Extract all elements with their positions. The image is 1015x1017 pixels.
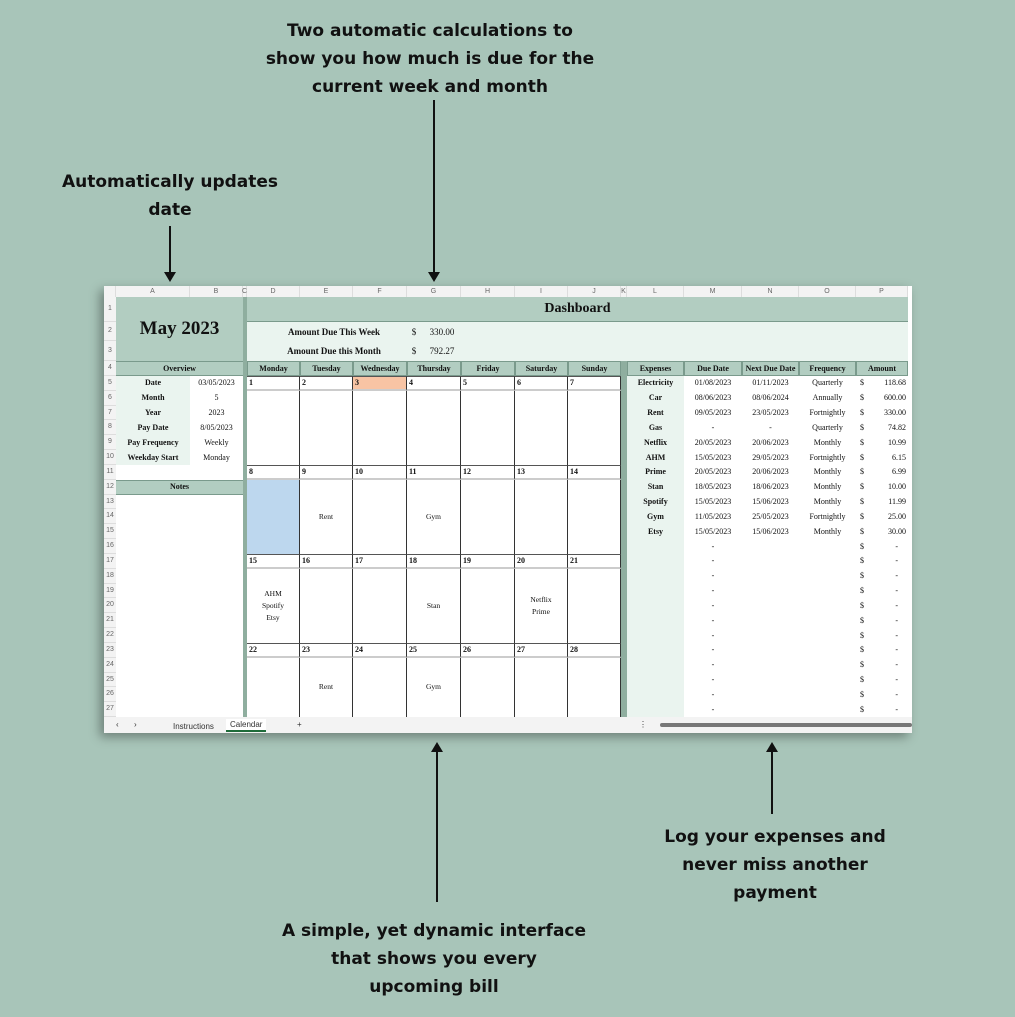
expense-currency: $ xyxy=(860,704,864,714)
expense-amount-empty[interactable]: - xyxy=(895,645,898,655)
overview-value[interactable]: 03/05/2023 xyxy=(198,378,235,388)
expense-amount[interactable]: 25.00 xyxy=(888,511,906,521)
overview-label[interactable]: Year xyxy=(116,406,190,421)
column-header-f[interactable]: F xyxy=(353,286,407,297)
calendar-day-cell[interactable] xyxy=(568,391,621,465)
calendar-day-cell[interactable] xyxy=(353,391,407,465)
next-sheet-button[interactable]: › xyxy=(134,720,137,729)
due-month-value: 792.27 xyxy=(429,346,455,356)
calendar-day-cell[interactable] xyxy=(247,658,300,717)
expense-amount-empty[interactable]: - xyxy=(895,630,898,640)
expense-currency: $ xyxy=(860,660,864,670)
expense-due-date[interactable]: 09/05/2023 xyxy=(694,408,732,418)
annotation-date: Automatically updates date xyxy=(61,172,279,220)
expense-frequency[interactable]: Quarterly xyxy=(812,422,843,432)
row-header[interactable]: 20 xyxy=(104,598,116,613)
expense-name[interactable]: AHM xyxy=(645,452,666,462)
column-header-g[interactable]: G xyxy=(407,286,461,297)
row-header[interactable]: 7 xyxy=(104,406,116,421)
expense-next-due-date[interactable]: 29/05/2023 xyxy=(752,452,789,462)
row-header[interactable]: 16 xyxy=(104,539,116,554)
expense-currency: $ xyxy=(860,526,864,536)
expense-next-due-date[interactable]: 08/06/2024 xyxy=(752,393,789,403)
overview-header: Overview xyxy=(116,361,243,376)
column-header-h[interactable]: H xyxy=(461,286,515,297)
calendar-day-cell[interactable]: Rent xyxy=(300,658,353,717)
expense-header: Next Due Date xyxy=(742,361,799,376)
row-header[interactable]: 1 xyxy=(104,297,116,322)
expense-currency: $ xyxy=(860,467,864,477)
expense-amount[interactable]: 600.00 xyxy=(884,393,906,403)
column-header-c[interactable]: C xyxy=(243,286,247,297)
expense-frequency[interactable]: Monthly xyxy=(813,497,842,507)
expense-amount-empty[interactable]: - xyxy=(895,689,898,699)
column-header-p[interactable]: P xyxy=(856,286,908,297)
expense-due-date-empty[interactable]: - xyxy=(711,689,715,699)
expense-frequency[interactable]: Monthly xyxy=(813,482,842,492)
day-header-wednesday: Wednesday xyxy=(353,361,407,376)
overview-label[interactable]: Weekday Start xyxy=(116,450,190,465)
day-header-thursday: Thursday xyxy=(407,361,461,376)
row-header[interactable]: 15 xyxy=(104,524,116,539)
calendar-day-cell[interactable] xyxy=(247,391,300,465)
expense-frequency[interactable]: Monthly xyxy=(813,526,842,536)
expense-currency: $ xyxy=(860,452,864,462)
calendar-date[interactable]: 9 xyxy=(300,465,353,480)
expense-due-date-empty[interactable]: - xyxy=(711,630,715,640)
row-header[interactable]: 18 xyxy=(104,569,116,584)
calendar-day-cell[interactable] xyxy=(353,480,407,554)
calendar-date[interactable]: 19 xyxy=(461,554,515,569)
annotation-interface: A simple, yet dynamic interface that shows you every upcoming bill xyxy=(281,921,587,997)
notes-area[interactable] xyxy=(116,495,243,717)
expense-due-date[interactable]: 15/05/2023 xyxy=(694,452,732,462)
expense-currency: $ xyxy=(860,556,864,566)
sheet-tab-bar xyxy=(104,717,912,733)
expense-due-date-empty[interactable]: - xyxy=(711,556,715,566)
calendar-date[interactable]: 10 xyxy=(353,465,407,480)
column-header-a[interactable]: A xyxy=(116,286,190,297)
select-all-corner[interactable] xyxy=(104,286,116,297)
calendar-day-cell[interactable] xyxy=(247,480,300,554)
calendar-date[interactable]: 4 xyxy=(407,376,461,391)
row-header[interactable]: 4 xyxy=(104,361,116,376)
expense-due-date-empty[interactable]: - xyxy=(711,600,715,610)
arrow-down-icon xyxy=(433,100,435,280)
expense-amount-empty[interactable]: - xyxy=(895,600,898,610)
calendar-day-cell[interactable] xyxy=(515,391,568,465)
calendar-day-cell[interactable] xyxy=(461,480,515,554)
expense-amount-empty[interactable]: - xyxy=(895,586,898,596)
expense-amount[interactable]: 11.99 xyxy=(888,497,906,507)
arrow-up-icon xyxy=(771,744,773,814)
expense-due-date[interactable]: 20/05/2023 xyxy=(694,467,732,477)
calendar-date[interactable]: 25 xyxy=(407,643,461,658)
expense-currency: $ xyxy=(860,645,864,655)
column-header-m[interactable]: M xyxy=(684,286,742,297)
expense-amount-empty[interactable]: - xyxy=(895,615,898,625)
expense-due-date[interactable]: 11/05/2023 xyxy=(694,511,732,521)
calendar-date[interactable]: 3 xyxy=(353,376,407,391)
calendar-day-cell[interactable]: Netflix Prime xyxy=(515,569,568,643)
expense-currency: $ xyxy=(860,378,864,388)
tab-calendar[interactable]: Calendar xyxy=(226,719,266,732)
overview-label[interactable]: Month xyxy=(116,391,190,406)
overview-value[interactable]: 5 xyxy=(214,393,219,403)
row-header[interactable]: 5 xyxy=(104,376,116,391)
expense-header: Frequency xyxy=(799,361,856,376)
row-header[interactable]: 3 xyxy=(104,341,116,361)
expense-due-date-empty[interactable]: - xyxy=(711,541,715,551)
calendar-day-cell[interactable] xyxy=(300,391,353,465)
expense-amount[interactable]: 6.15 xyxy=(892,452,906,462)
row-header[interactable]: 17 xyxy=(104,554,116,569)
expense-next-due-date[interactable]: 20/06/2023 xyxy=(752,437,789,447)
expense-due-date[interactable]: 01/08/2023 xyxy=(694,378,732,388)
expense-due-date-empty[interactable]: - xyxy=(711,660,715,670)
expense-currency: $ xyxy=(860,497,864,507)
due-month-currency: $ xyxy=(411,346,417,356)
expense-amount[interactable]: 74.82 xyxy=(888,422,906,432)
expense-next-due-date[interactable]: 23/05/2023 xyxy=(752,408,789,418)
calendar-date[interactable]: 21 xyxy=(568,554,621,569)
expense-next-due-date[interactable]: - xyxy=(769,422,772,432)
calendar-date[interactable]: 22 xyxy=(247,643,300,658)
expense-currency: $ xyxy=(860,422,864,432)
column-header-b[interactable]: B xyxy=(190,286,243,297)
calendar-day-cell[interactable]: Stan xyxy=(407,569,461,643)
due-week-currency: $ xyxy=(411,326,417,337)
expense-frequency[interactable]: Fortnightly xyxy=(809,408,846,418)
overview-label[interactable]: Pay Frequency xyxy=(116,435,190,450)
expense-amount[interactable]: 118.68 xyxy=(884,378,906,388)
calendar-day-cell[interactable] xyxy=(515,658,568,717)
day-header-tuesday: Tuesday xyxy=(300,361,353,376)
expense-frequency[interactable]: Fortnightly xyxy=(809,511,846,521)
column-header-j[interactable]: J xyxy=(568,286,621,297)
expense-amount[interactable]: 10.00 xyxy=(888,482,906,492)
annotation-expenses: Log your expenses and never miss another payment xyxy=(664,827,886,903)
calendar-date[interactable]: 14 xyxy=(568,465,621,480)
overview-label[interactable]: Date xyxy=(116,376,190,391)
expense-name[interactable]: Etsy xyxy=(647,526,664,536)
calendar-date[interactable]: 16 xyxy=(300,554,353,569)
calendar-date[interactable]: 24 xyxy=(353,643,407,658)
due-month-label: Amount Due this Month xyxy=(287,346,381,356)
row-header[interactable]: 25 xyxy=(104,673,116,688)
expense-currency: $ xyxy=(860,630,864,640)
expense-due-date-empty[interactable]: - xyxy=(711,675,715,684)
arrow-up-icon xyxy=(436,744,438,902)
expense-currency: $ xyxy=(860,541,864,551)
row-header[interactable]: 27 xyxy=(104,702,116,717)
expense-header: Expenses xyxy=(627,361,684,376)
column-header-i[interactable]: I xyxy=(515,286,568,297)
due-week-value: 330.00 xyxy=(429,326,455,337)
expense-currency: $ xyxy=(860,615,864,625)
expense-due-date[interactable]: - xyxy=(711,422,715,432)
expense-next-due-date[interactable]: 15/06/2023 xyxy=(752,497,789,507)
calendar-day-cell[interactable] xyxy=(515,480,568,554)
tab-instructions[interactable]: Instructions xyxy=(173,722,214,731)
expense-amount-empty[interactable]: - xyxy=(895,675,898,684)
expense-amount[interactable]: 30.00 xyxy=(888,526,906,536)
calendar-day-cell[interactable] xyxy=(461,391,515,465)
expense-due-date[interactable]: 15/05/2023 xyxy=(694,526,732,536)
column-header-d[interactable]: D xyxy=(247,286,300,297)
calendar-date[interactable]: 13 xyxy=(515,465,568,480)
expense-currency: $ xyxy=(860,408,864,418)
row-header[interactable]: 10 xyxy=(104,450,116,465)
expense-amount-empty[interactable]: - xyxy=(895,541,898,551)
expense-currency: $ xyxy=(860,586,864,596)
expense-currency: $ xyxy=(860,393,864,403)
row-header[interactable]: 13 xyxy=(104,495,116,510)
row-header[interactable]: 26 xyxy=(104,687,116,702)
expense-due-date[interactable]: 20/05/2023 xyxy=(694,437,732,447)
row-header[interactable]: 6 xyxy=(104,391,116,406)
expense-frequency[interactable]: Monthly xyxy=(813,437,842,447)
annotation-calculations: Two automatic calculations to show you how much is due for the current week and month xyxy=(265,21,595,97)
expense-amount-empty[interactable]: - xyxy=(895,660,898,670)
expense-currency: $ xyxy=(860,571,864,581)
calendar-day-cell[interactable] xyxy=(568,480,621,554)
expense-amount[interactable]: 6.99 xyxy=(892,467,906,477)
calendar-day-cell[interactable] xyxy=(300,569,353,643)
calendar-date[interactable]: 12 xyxy=(461,465,515,480)
expense-amount[interactable]: 10.99 xyxy=(888,437,906,447)
expense-name[interactable]: Car xyxy=(648,393,663,403)
expense-name[interactable]: Stan xyxy=(647,482,664,492)
day-header-sunday: Sunday xyxy=(568,361,621,376)
expense-next-due-date[interactable]: 18/06/2023 xyxy=(752,482,789,492)
expense-amount-empty[interactable]: - xyxy=(895,704,898,714)
column-header-l[interactable]: L xyxy=(627,286,684,297)
column-header-o[interactable]: O xyxy=(799,286,856,297)
calendar-date[interactable]: 8 xyxy=(247,465,300,480)
calendar-date[interactable]: 23 xyxy=(300,643,353,658)
row-header[interactable]: 21 xyxy=(104,613,116,628)
expense-currency: $ xyxy=(860,600,864,610)
column-header-n[interactable]: N xyxy=(742,286,799,297)
expense-due-date-empty[interactable]: - xyxy=(711,571,715,581)
arrow-down-icon xyxy=(169,226,171,280)
more-options-icon[interactable]: ⋮ xyxy=(639,720,647,729)
calendar-day-cell[interactable]: AHM Spotify Etsy xyxy=(247,569,300,643)
expense-due-date[interactable]: 15/05/2023 xyxy=(694,497,732,507)
expense-next-due-date[interactable]: 25/05/2023 xyxy=(752,511,789,521)
row-header[interactable]: 14 xyxy=(104,509,116,524)
calendar-date[interactable]: 15 xyxy=(247,554,300,569)
expense-amount[interactable]: 330.00 xyxy=(884,408,906,418)
calendar-day-cell[interactable] xyxy=(407,391,461,465)
due-week-label: Amount Due This Week xyxy=(288,326,380,337)
expense-header: Amount xyxy=(856,361,908,376)
row-header[interactable]: 9 xyxy=(104,435,116,450)
row-header[interactable]: 11 xyxy=(104,465,116,480)
row-header[interactable]: 23 xyxy=(104,643,116,658)
expense-name[interactable]: Rent xyxy=(647,408,664,418)
expense-name[interactable]: Spotify xyxy=(643,497,668,507)
expense-frequency[interactable]: Quarterly xyxy=(812,378,843,388)
expense-name[interactable]: Netflix xyxy=(643,437,668,447)
overview-value[interactable]: 2023 xyxy=(208,408,225,418)
day-header-monday: Monday xyxy=(247,361,300,376)
expense-currency: $ xyxy=(860,511,864,521)
expense-due-date-empty[interactable]: - xyxy=(711,615,715,625)
overview-value[interactable]: Weekly xyxy=(204,437,229,447)
horizontal-scrollbar[interactable] xyxy=(660,723,912,727)
row-header[interactable]: 2 xyxy=(104,322,116,341)
calendar-date[interactable]: 11 xyxy=(407,465,461,480)
expense-currency: $ xyxy=(860,689,864,699)
expense-currency: $ xyxy=(860,675,864,684)
calendar-day-cell[interactable] xyxy=(461,658,515,717)
expense-header: Due Date xyxy=(684,361,742,376)
calendar-date[interactable]: 27 xyxy=(515,643,568,658)
expense-frequency[interactable]: Annually xyxy=(812,393,843,403)
day-header-saturday: Saturday xyxy=(515,361,568,376)
calendar-date[interactable]: 17 xyxy=(353,554,407,569)
row-header[interactable]: 22 xyxy=(104,628,116,643)
calendar-day-cell[interactable]: Gym xyxy=(407,480,461,554)
column-header-k[interactable]: K xyxy=(621,286,627,297)
calendar-date[interactable]: 20 xyxy=(515,554,568,569)
spreadsheet[interactable] xyxy=(104,286,912,733)
calendar-date[interactable]: 7 xyxy=(568,376,621,391)
expense-currency: $ xyxy=(860,482,864,492)
expense-next-due-date[interactable]: 15/06/2023 xyxy=(752,526,789,536)
expense-due-date-empty[interactable]: - xyxy=(711,704,715,714)
row-header[interactable]: 24 xyxy=(104,658,116,673)
calendar-date[interactable]: 6 xyxy=(515,376,568,391)
calendar-date[interactable]: 18 xyxy=(407,554,461,569)
expense-next-due-date[interactable]: 20/06/2023 xyxy=(752,467,789,477)
expense-due-date-empty[interactable]: - xyxy=(711,586,715,596)
calendar-day-cell[interactable]: Gym xyxy=(407,658,461,717)
calendar-date[interactable]: 2 xyxy=(300,376,353,391)
add-sheet-button[interactable]: + xyxy=(297,720,302,729)
dashboard-title: Dashboard xyxy=(247,297,908,322)
expense-name[interactable]: Prime xyxy=(645,467,666,477)
calendar-day-cell[interactable] xyxy=(568,569,621,643)
expense-next-due-date[interactable]: 01/11/2023 xyxy=(752,378,789,388)
day-header-friday: Friday xyxy=(461,361,515,376)
overview-value[interactable]: Monday xyxy=(203,452,230,462)
expense-frequency[interactable]: Fortnightly xyxy=(809,452,846,462)
expense-due-date-empty[interactable]: - xyxy=(711,645,715,655)
expense-due-date[interactable]: 08/06/2023 xyxy=(694,393,732,403)
calendar-date[interactable]: 26 xyxy=(461,643,515,658)
notes-header: Notes xyxy=(116,480,243,495)
expense-amount-empty[interactable]: - xyxy=(895,556,898,566)
overview-value[interactable]: 8/05/2023 xyxy=(200,422,233,432)
month-title: May 2023 xyxy=(116,297,243,361)
expense-name[interactable]: Electricity xyxy=(637,378,674,388)
calendar-day-cell[interactable] xyxy=(568,658,621,717)
row-header[interactable]: 8 xyxy=(104,420,116,435)
expense-name[interactable]: Gym xyxy=(647,511,664,521)
calendar-date[interactable]: 1 xyxy=(247,376,300,391)
calendar-date[interactable]: 5 xyxy=(461,376,515,391)
prev-sheet-button[interactable]: ‹ xyxy=(116,720,119,729)
calendar-day-cell[interactable] xyxy=(461,569,515,643)
calendar-date[interactable]: 28 xyxy=(568,643,621,658)
column-header-e[interactable]: E xyxy=(300,286,353,297)
calendar-day-cell[interactable] xyxy=(353,569,407,643)
overview-label[interactable]: Pay Date xyxy=(116,420,190,435)
expense-currency: $ xyxy=(860,437,864,447)
expense-frequency[interactable]: Monthly xyxy=(813,467,842,477)
calendar-day-cell[interactable] xyxy=(353,658,407,717)
expense-name[interactable]: Gas xyxy=(648,422,663,432)
calendar-day-cell[interactable]: Rent xyxy=(300,480,353,554)
expense-amount-empty[interactable]: - xyxy=(895,571,898,581)
expense-due-date[interactable]: 18/05/2023 xyxy=(694,482,732,492)
row-header[interactable]: 19 xyxy=(104,584,116,599)
row-header[interactable]: 12 xyxy=(104,480,116,495)
